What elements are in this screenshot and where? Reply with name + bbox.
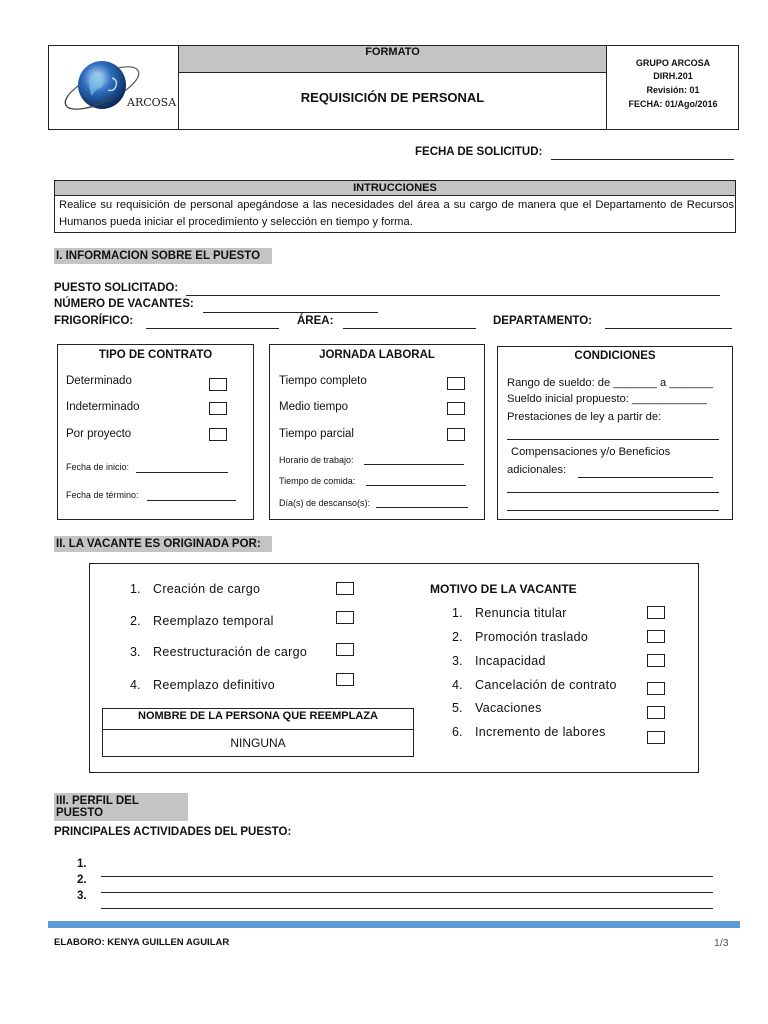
motivo-item-6-num: 6.	[452, 725, 463, 739]
company-name: GRUPO ARCOSA	[635, 58, 711, 68]
motivo-incapacidad-checkbox[interactable]	[647, 654, 665, 667]
workday-comida-field[interactable]	[366, 485, 466, 486]
frigorifico-label: FRIGORÍFICO:	[54, 315, 134, 327]
motivo-cancelacion-checkbox[interactable]	[647, 682, 665, 695]
workday-option-parcial: Tiempo parcial	[279, 428, 354, 440]
section-2-title: II. LA VACANTE ES ORIGINADA POR:	[54, 536, 272, 552]
replacement-header: NOMBRE DE LA PERSONA QUE REEMPLAZA	[138, 710, 378, 722]
workday-completo-checkbox[interactable]	[447, 377, 465, 390]
workday-option-medio: Medio tiempo	[279, 401, 349, 413]
contract-option-determinado: Determinado	[66, 375, 132, 387]
document-code: DIRH.201	[653, 71, 693, 81]
conditions-prestaciones: Prestaciones de ley a partir de:	[507, 411, 662, 423]
origin-item-1-label: Creación de cargo	[153, 582, 261, 596]
workday-descanso-label: Día(s) de descanso(s):	[279, 498, 371, 508]
origin-item-4-label: Reemplazo definitivo	[153, 678, 276, 692]
request-date-label: FECHA DE SOLICITUD:	[415, 146, 543, 158]
conditions-box	[497, 346, 733, 520]
contract-type-title: TIPO DE CONTRATO	[98, 349, 213, 361]
motivo-item-2-num: 2.	[452, 630, 463, 644]
origin-reemplazo-definitivo-checkbox[interactable]	[336, 673, 354, 686]
footer-author: ELABORO: KENYA GUILLEN AGUILAR	[54, 937, 230, 948]
document-revision: Revisión: 01	[646, 85, 700, 95]
contract-end-label: Fecha de término:	[66, 490, 139, 500]
contract-option-proyecto: Por proyecto	[66, 428, 132, 440]
conditions-adicionales-field[interactable]	[578, 477, 713, 478]
origin-item-1-num: 1.	[130, 582, 141, 596]
puesto-field[interactable]	[186, 295, 720, 296]
footer-bar	[48, 921, 740, 928]
motivo-item-5-label: Vacaciones	[475, 701, 542, 715]
workday-medio-checkbox[interactable]	[447, 402, 465, 415]
instructions-text: Realice su requisición de personal apegándose a las necesidades del área a su cargo de manera que el Departamento de Recursos Humanos pueda iniciar el procedimiento y selección en tiempo y forma.	[59, 199, 734, 228]
motivo-vacaciones-checkbox[interactable]	[647, 706, 665, 719]
origin-item-4-num: 4.	[130, 678, 141, 692]
conditions-prestaciones-field[interactable]	[507, 439, 719, 440]
motivo-title: MOTIVO DE LA VACANTE	[430, 582, 577, 596]
document-date: FECHA: 01/Ago/2016	[628, 99, 718, 109]
instructions-title: INTRUCCIONES	[55, 181, 735, 196]
origin-item-2-label: Reemplazo temporal	[153, 614, 274, 628]
contract-indeterminado-checkbox[interactable]	[209, 402, 227, 415]
section-3-title: III. PERFIL DEL PUESTO	[54, 793, 188, 821]
motivo-incremento-checkbox[interactable]	[647, 731, 665, 744]
area-label: ÁREA:	[297, 315, 334, 327]
vacantes-field[interactable]	[203, 312, 378, 313]
globe-logo-icon	[56, 52, 177, 124]
request-date-field[interactable]	[551, 159, 734, 160]
contract-start-label: Fecha de inicio:	[66, 462, 130, 472]
workday-parcial-checkbox[interactable]	[447, 428, 465, 441]
conditions-adicionales: adicionales:	[507, 464, 567, 476]
motivo-item-2-label: Promoción traslado	[475, 630, 589, 644]
activity-3-field[interactable]	[101, 908, 713, 909]
activities-label: PRINCIPALES ACTIVIDADES DEL PUESTO:	[54, 826, 292, 838]
activity-2-num: 2.	[77, 874, 87, 886]
motivo-item-1-label: Renuncia titular	[475, 606, 567, 620]
conditions-sueldo[interactable]: Sueldo inicial propuesto: ____________	[507, 393, 707, 405]
motivo-item-3-num: 3.	[452, 654, 463, 668]
workday-comida-label: Tiempo de comida:	[279, 476, 356, 486]
origin-item-3-label: Reestructuración de cargo	[153, 645, 308, 659]
motivo-item-1-num: 1.	[452, 606, 463, 620]
conditions-extra-line-1[interactable]	[507, 492, 719, 493]
motivo-item-3-label: Incapacidad	[475, 654, 546, 668]
departamento-field[interactable]	[605, 328, 732, 329]
activity-1-num: 1.	[77, 858, 87, 870]
contract-proyecto-checkbox[interactable]	[209, 428, 227, 441]
activity-3-num: 3.	[77, 890, 87, 902]
origin-item-2-num: 2.	[130, 614, 141, 628]
replacement-value[interactable]: NINGUNA	[230, 736, 286, 750]
origin-reestructuracion-checkbox[interactable]	[336, 643, 354, 656]
section-1-title: I. INFORMACION SOBRE EL PUESTO	[54, 248, 272, 264]
contract-end-field[interactable]	[147, 500, 236, 501]
workday-title: JORNADA LABORAL	[319, 349, 435, 361]
contract-start-field[interactable]	[136, 472, 228, 473]
conditions-extra-line-2[interactable]	[507, 510, 719, 511]
format-label-divider	[178, 72, 606, 73]
motivo-promocion-checkbox[interactable]	[647, 630, 665, 643]
motivo-item-5-num: 5.	[452, 701, 463, 715]
activity-1-field[interactable]	[101, 876, 713, 877]
contract-option-indeterminado: Indeterminado	[66, 401, 140, 413]
company-logo	[56, 52, 177, 124]
puesto-label: PUESTO SOLICITADO:	[54, 282, 179, 294]
frigorifico-field[interactable]	[146, 328, 279, 329]
motivo-renuncia-checkbox[interactable]	[647, 606, 665, 619]
conditions-rango[interactable]: Rango de sueldo: de _______ a _______	[507, 377, 713, 389]
motivo-item-6-label: Incremento de labores	[475, 725, 606, 739]
motivo-item-4-num: 4.	[452, 678, 463, 692]
origin-reemplazo-temporal-checkbox[interactable]	[336, 611, 354, 624]
vacantes-label: NÚMERO DE VACANTES:	[54, 298, 194, 310]
contract-determinado-checkbox[interactable]	[209, 378, 227, 391]
workday-horario-label: Horario de trabajo:	[279, 455, 354, 465]
workday-option-completo: Tiempo completo	[279, 375, 367, 387]
workday-horario-field[interactable]	[364, 464, 464, 465]
activity-2-field[interactable]	[101, 892, 713, 893]
document-title: REQUISICIÓN DE PERSONAL	[300, 90, 485, 105]
area-field[interactable]	[343, 328, 476, 329]
motivo-item-4-label: Cancelación de contrato	[475, 678, 617, 692]
replacement-divider	[102, 729, 414, 730]
origin-creacion-checkbox[interactable]	[336, 582, 354, 595]
footer-page-number: 1/3	[714, 937, 729, 949]
origin-item-3-num: 3.	[130, 645, 141, 659]
departamento-label: DEPARTAMENTO:	[493, 315, 593, 327]
format-label: FORMATO	[179, 46, 606, 72]
conditions-compensaciones: Compensaciones y/o Beneficios	[511, 446, 671, 458]
workday-descanso-field[interactable]	[376, 507, 468, 508]
logo-text: ARCOSA	[127, 96, 177, 109]
conditions-title: CONDICIONES	[574, 350, 656, 362]
